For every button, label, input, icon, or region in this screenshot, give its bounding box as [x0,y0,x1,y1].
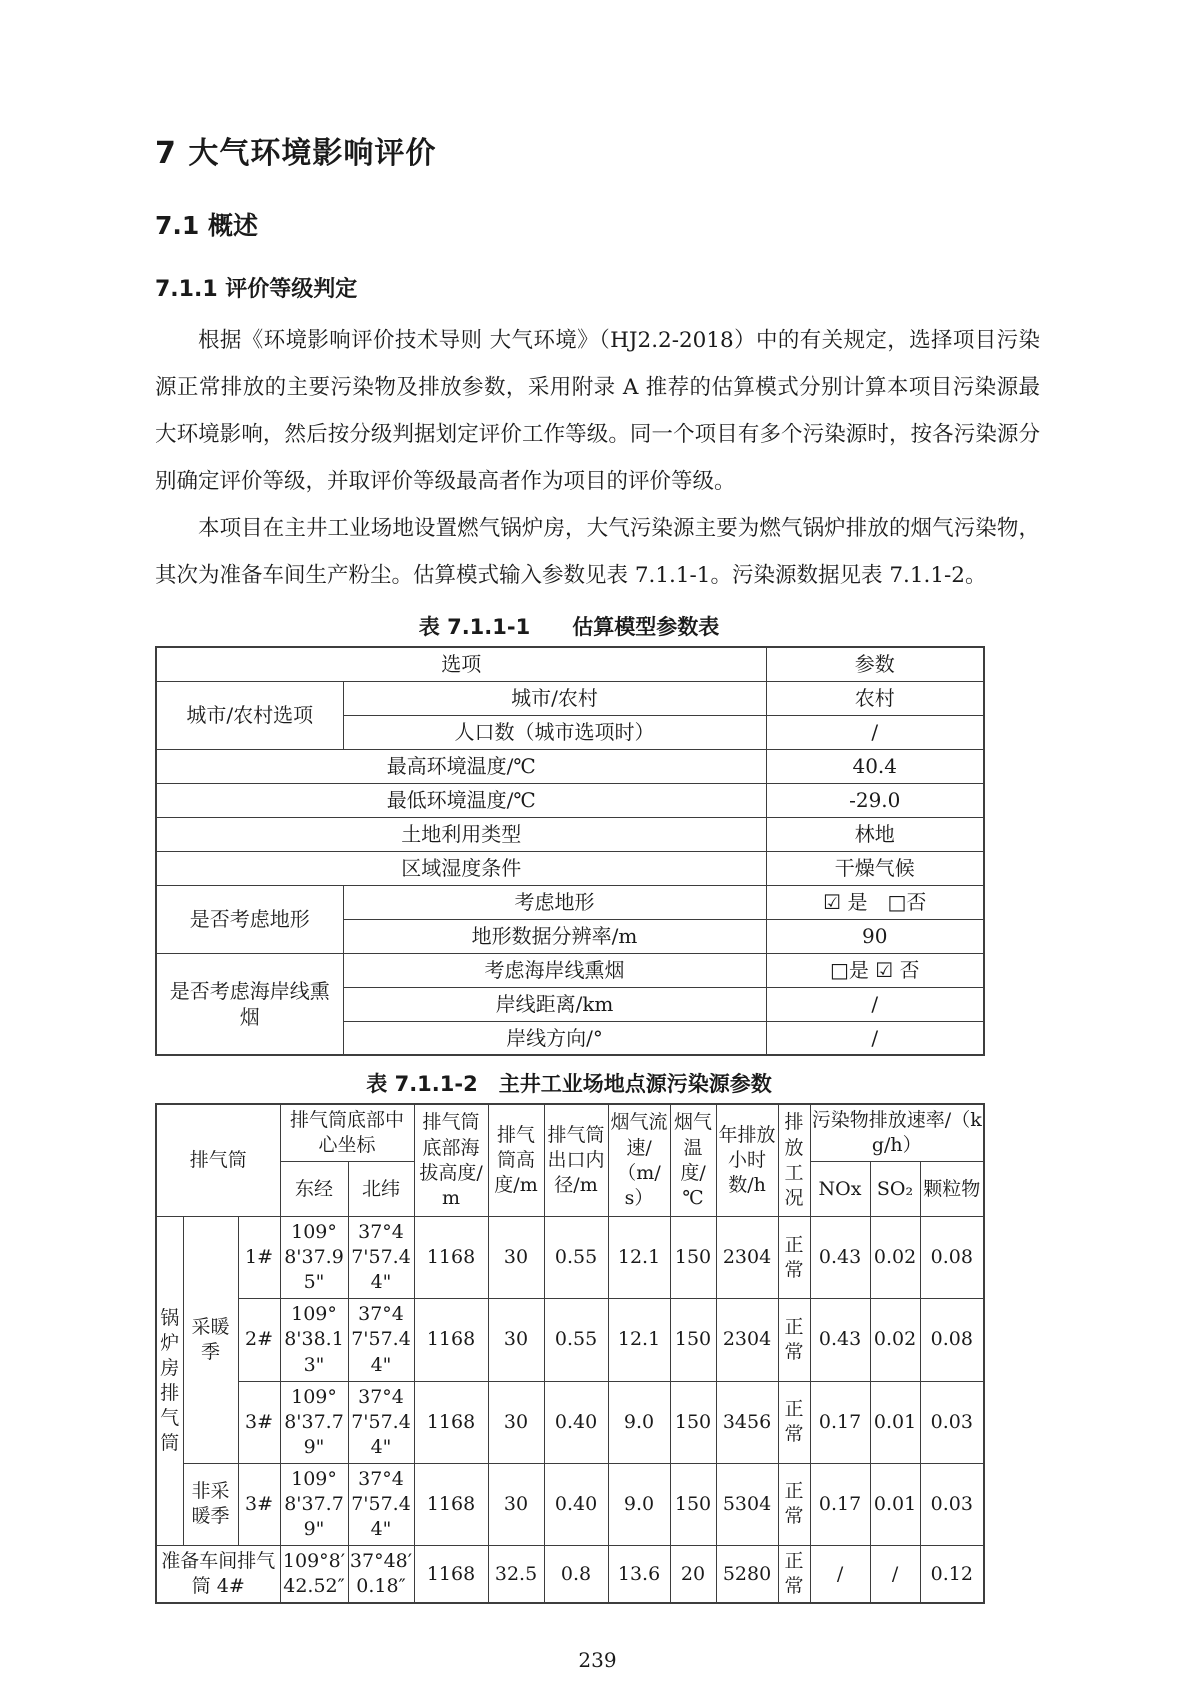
table-cell: 区域湿度条件 [156,851,766,885]
table-cell: 37°47'57.44" [348,1217,414,1299]
terrain-yes-checkbox-cell: ☑ 是 □否 [766,885,984,919]
table-cell: 0.08 [920,1299,984,1381]
group-label-boiler-stacks: 锅炉房排气筒 [156,1217,183,1546]
table-cell: 林地 [766,817,984,851]
table-cell: 3456 [716,1381,778,1463]
table-cell: 30 [488,1217,544,1299]
table-cell: 37°48′0.18″ [348,1546,414,1604]
estimation-model-parameters-table [155,646,985,1056]
table-cell: 1168 [414,1381,488,1463]
table-row [156,647,984,681]
table-cell: 20 [670,1546,716,1604]
table-cell: 1168 [414,1299,488,1381]
column-header-gas-velocity: 烟气流速/（m/s） [608,1104,670,1217]
table-cell: 30 [488,1381,544,1463]
table-row [156,953,984,987]
column-header-parameter: 参数 [766,647,984,681]
table-row [156,851,984,885]
table-cell: 土地利用类型 [156,817,766,851]
table-cell: 0.12 [920,1546,984,1604]
table-cell: 正常 [778,1217,810,1299]
table2-caption: 表 7.1.1-2 主井工业场地点源污染源参数 [366,1072,772,1096]
table-cell: / [766,715,984,749]
column-header-condition: 排放工况 [778,1104,810,1217]
section-title: 7.1 概述 [155,211,258,240]
table-cell: 0.17 [810,1381,870,1463]
table-cell: / [766,1021,984,1055]
table-cell: 0.01 [870,1381,920,1463]
table-cell: 40.4 [766,749,984,783]
table-cell: 0.03 [920,1381,984,1463]
table-cell: 3# [238,1463,280,1545]
group-label-prep-workshop-stack: 准备车间排气筒 4# [156,1546,280,1604]
table-cell: 9.0 [608,1381,670,1463]
table-cell: 1# [238,1217,280,1299]
table-cell: 150 [670,1463,716,1545]
table-cell: 2# [238,1299,280,1381]
chapter-title: 7 大气环境影响评价 [155,136,437,171]
table-cell: 37°47'57.44" [348,1381,414,1463]
table-cell: 37°47'57.44" [348,1299,414,1381]
table-cell: 150 [670,1217,716,1299]
table1-caption: 表 7.1.1-1 估算模型参数表 [418,615,720,639]
table-cell: / [810,1546,870,1604]
table-cell: 150 [670,1299,716,1381]
table-cell: 最高环境温度/℃ [156,749,766,783]
table-cell: 0.40 [544,1381,608,1463]
group-label-terrain: 是否考虑地形 [156,885,343,953]
table-cell: 0.17 [810,1463,870,1545]
table-cell: 1168 [414,1217,488,1299]
table-cell: 12.1 [608,1217,670,1299]
table-cell: 正常 [778,1546,810,1604]
table-cell: 岸线距离/km [343,987,766,1021]
table-cell: 109°8'37.79" [280,1381,348,1463]
column-header-gas-temperature: 烟气温度/℃ [670,1104,716,1217]
table-cell: 0.02 [870,1299,920,1381]
table-cell: 最低环境温度/℃ [156,783,766,817]
table-cell: 109°8'37.95" [280,1217,348,1299]
table-cell: 109°8'38.13" [280,1299,348,1381]
table-cell: 0.43 [810,1299,870,1381]
group-label-coastline: 是否考虑海岸线熏烟 [156,953,343,1055]
group-label-non-heating-season: 非采暖季 [183,1463,238,1545]
table-cell: 150 [670,1381,716,1463]
table-row [156,1546,984,1604]
paragraph-2: 本项目在主井工业场地设置燃气锅炉房，大气污染源主要为燃气锅炉排放的烟气污染物，其次为准备车间生产粉尘。估算模式输入参数见表 7.1.1-1。污染源数据见表 7.1.1-2。 [155,516,1040,588]
column-header-nox: NOx [810,1162,870,1217]
table-cell: 0.55 [544,1217,608,1299]
table-cell: 0.02 [870,1217,920,1299]
table-cell: 0.01 [870,1463,920,1545]
table-cell: -29.0 [766,783,984,817]
table-cell: 正常 [778,1381,810,1463]
table-cell: 1168 [414,1546,488,1604]
table-cell: 12.1 [608,1299,670,1381]
table-row [156,817,984,851]
table-cell: 90 [766,919,984,953]
table-cell: / [766,987,984,1021]
column-header-particulate: 颗粒物 [920,1162,984,1217]
column-header-option: 选项 [156,647,766,681]
table-cell: 3# [238,1381,280,1463]
table-row [156,1381,984,1463]
table-cell: 0.03 [920,1463,984,1545]
coastline-no-checkbox-cell: □是 ☑ 否 [766,953,984,987]
table-cell: 37°47'57.44" [348,1463,414,1545]
table-cell: 城市/农村 [343,681,766,715]
page-number: 239 [578,1648,617,1673]
table-cell: 0.43 [810,1217,870,1299]
table-cell: 考虑地形 [343,885,766,919]
table-cell: 正常 [778,1299,810,1381]
table-cell: 农村 [766,681,984,715]
table-cell: 9.0 [608,1463,670,1545]
table-cell: 干燥气候 [766,851,984,885]
paragraph-1: 根据《环境影响评价技术导则 大气环境》（HJ2.2-2018）中的有关规定，选择项目污染源正常排放的主要污染物及排放参数，采用附录 A 推荐的估算模式分别计算本项目污染源最大环境影响，然后按分级判据划定评价工作等级。同一个项目有多个污染源时，按各污染源分别确定评价等级，并取评价等级最高者作为项目的评价等级。 [155,328,1040,494]
table-cell: 109°8′42.52″ [280,1546,348,1604]
table-row [156,749,984,783]
group-label-urban-rural: 城市/农村选项 [156,681,343,749]
table-cell: 32.5 [488,1546,544,1604]
table-row [156,885,984,919]
table-row [156,681,984,715]
table-cell: 考虑海岸线熏烟 [343,953,766,987]
table-header-row [156,1104,984,1162]
table-cell: 人口数（城市选项时） [343,715,766,749]
column-header-stack: 排气筒 [156,1104,280,1217]
pollution-source-parameters-table [155,1103,985,1604]
table-cell: 2304 [716,1299,778,1381]
group-label-heating-season: 采暖季 [183,1217,238,1464]
table-row [156,1217,984,1299]
table-cell: 0.55 [544,1299,608,1381]
table-cell: 0.8 [544,1546,608,1604]
column-header-base-coords: 排气筒底部中心坐标 [280,1104,414,1162]
column-header-outlet-diameter: 排气筒出口内径/m [544,1104,608,1217]
table-cell: 30 [488,1299,544,1381]
table-row [156,783,984,817]
column-header-base-elevation: 排气筒底部海拔高度/m [414,1104,488,1217]
table-row [156,1299,984,1381]
table-cell: 30 [488,1463,544,1545]
table-cell: 2304 [716,1217,778,1299]
column-header-emission-rate-group: 污染物排放速率/（kg/h） [810,1104,984,1162]
table-cell: / [870,1546,920,1604]
table-cell: 地形数据分辨率/m [343,919,766,953]
table-cell: 0.08 [920,1217,984,1299]
table-cell: 0.40 [544,1463,608,1545]
table-cell: 5304 [716,1463,778,1545]
table-cell: 5280 [716,1546,778,1604]
table-cell: 13.6 [608,1546,670,1604]
table-cell: 岸线方向/° [343,1021,766,1055]
table-cell: 正常 [778,1463,810,1545]
document-content [155,0,1040,1672]
column-header-north-latitude: 北纬 [348,1162,414,1217]
column-header-annual-hours: 年排放小时数/h [716,1104,778,1217]
subsection-title: 7.1.1 评价等级判定 [155,277,358,302]
column-header-stack-height: 排气筒高度/m [488,1104,544,1217]
table-cell: 1168 [414,1463,488,1545]
table-row [156,1463,984,1545]
column-header-so2: SO₂ [870,1162,920,1217]
table-cell: 109°8'37.79" [280,1463,348,1545]
column-header-east-longitude: 东经 [280,1162,348,1217]
